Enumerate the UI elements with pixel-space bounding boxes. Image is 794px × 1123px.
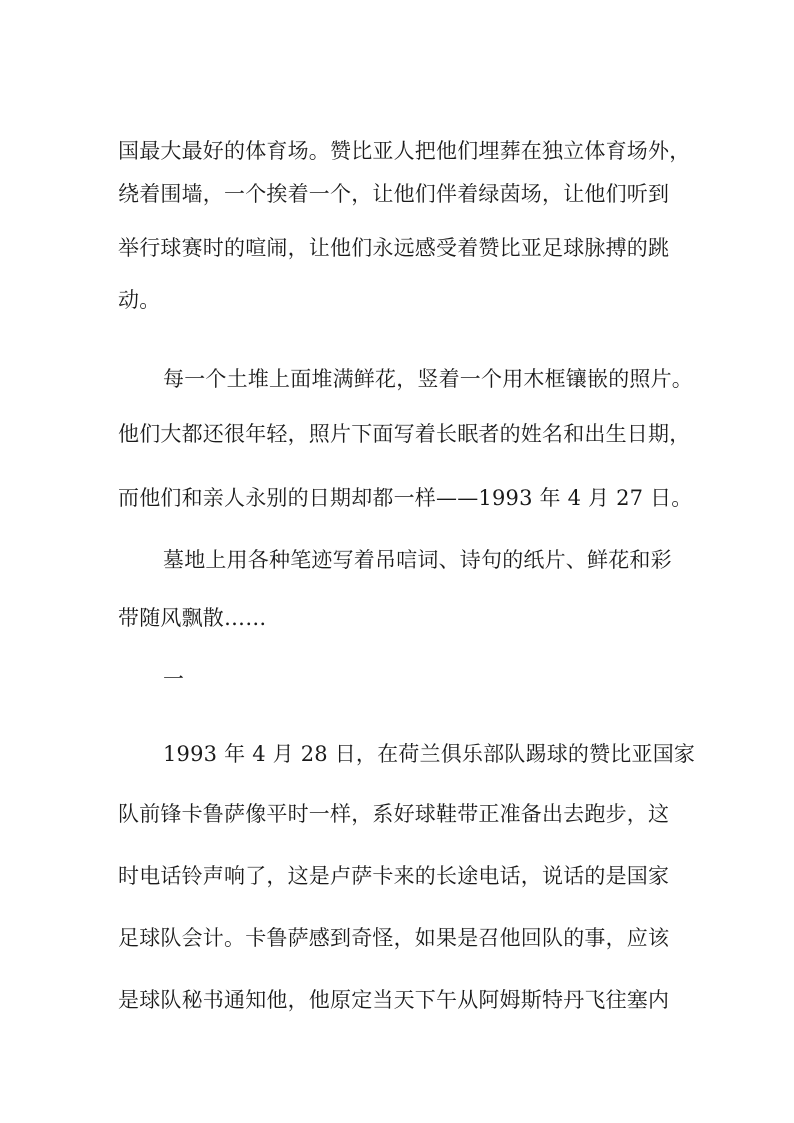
paragraph-5-line-3: 时电话铃声响了，这是卢萨卡来的长途电话，说话的是国家 [118, 864, 670, 888]
paragraph-3-line-1: 墓地上用各种笔迹写着吊唁词、诗句的纸片、鲜花和彩 [163, 548, 672, 572]
paragraph-1-line-3: 举行球赛时的喧闹，让他们永远感受着赞比亚足球脉搏的跳 [118, 236, 670, 260]
paragraph-5-line-5: 是球队秘书通知他，他原定当天下午从阿姆斯特丹飞往塞内 [118, 988, 670, 1012]
paragraph-2-line-1: 每一个土堆上面堆满鲜花，竖着一个用木框镶嵌的照片。 [163, 367, 693, 391]
paragraph-5-line-1: 1993 年 4 月 28 日，在荷兰俱乐部队踢球的赞比亚国家 [163, 742, 696, 766]
paragraph-2-line-2: 他们大都还很年轻，照片下面写着长眠者的姓名和出生日期， [118, 422, 691, 446]
paragraph-1-line-4: 动。 [118, 288, 161, 312]
paragraph-5-line-4: 足球队会计。卡鲁萨感到奇怪，如果是召他回队的事，应该 [118, 926, 670, 950]
section-number-heading: 一 [163, 667, 185, 691]
paragraph-2-line-3: 而他们和亲人永别的日期却都一样——1993 年 4 月 27 日。 [118, 486, 693, 510]
paragraph-1-line-2: 绕着围墙，一个挨着一个，让他们伴着绿茵场，让他们听到 [118, 182, 670, 206]
paragraph-5-line-2: 队前锋卡鲁萨像平时一样，系好球鞋带正准备出去跑步，这 [118, 802, 670, 826]
paragraph-1-line-1: 国最大最好的体育场。赞比亚人把他们埋葬在独立体育场外， [118, 139, 691, 163]
paragraph-3-line-2: 带随风飘散…… [118, 606, 267, 630]
